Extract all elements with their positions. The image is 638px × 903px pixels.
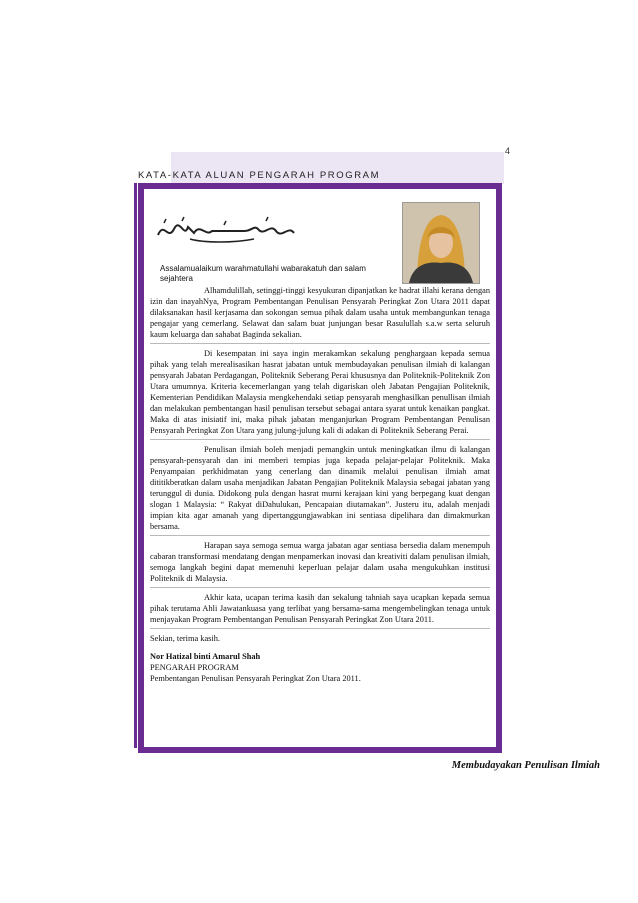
page-number: 4 bbox=[505, 146, 511, 156]
signatory-name: Nor Hatizal binti Amarul Shah bbox=[150, 652, 261, 661]
paragraph: Harapan saya semoga semua warga jabatan agar sentiasa bersedia dalam menempuh cabaran transformasi mendatang dengan menpamerkan inovasi dan kreativiti dalam penulisan ilmiah, semoga langkah begini dapat memenuhi keperluan pelajar dalam usaha mengukuhkan institusi Politeknik di Malaysia. bbox=[150, 540, 490, 588]
message-body bbox=[150, 285, 490, 684]
bismillah-calligraphy-icon bbox=[154, 215, 304, 245]
director-photo-icon bbox=[402, 202, 480, 284]
paragraph: Alhamdulillah, setinggi-tinggi kesyukuran dipanjatkan ke hadrat illahi kerana dengan izin dan inayahNya, Program Pembentangan Penulisan Pensyarah Peringkat Zon Utara 2011 dapat dilaksanakan hasil kerjasama dan sokongan semua pihak dalam usaha untuk membangunkan tenaga pengajar yang cemerlang. Selawat dan salam buat junjungan besar Rasulullah s.a.w serta seluruh kaum keluarga dan sahabat Baginda sekalian. bbox=[150, 285, 490, 344]
signatory-title: PENGARAH PROGRAM bbox=[150, 663, 239, 672]
paragraph: Di kesempatan ini saya ingin merakamkan sekalung penghargaan kepada semua pihak yang telah merealisasikan hasrat jabatan untuk membudayakan penulisan ilmiah di kalangan pensyarah Jabatan Perdagangan, Politeknik Seberang Perai khususnya dan Politeknik-Politeknik Zon Utara umumnya. Kriteria kecemerlangan yang telah digariskan oleh Jabatan Pengajian Politeknik, Kementerian Pendidikan Malaysia mengkehendaki setiap pensyarah menghasilkan penullisan ilmiah dan melakukan pembentangan hasil penulisan tersebut sebagai antara syarat untuk kenaikan pangkat. Maka di atas inisiatif ini, maka pihak jabatan menganjurkan Program Pembentangan Penulisan Pensyarah Peringkat Zon Utara yang julung-julung kali di adakan di Politeknik Seberang Perai. bbox=[150, 348, 490, 440]
signature-block bbox=[150, 651, 490, 684]
footer-slogan: Membudayakan Penulisan Ilmiah bbox=[451, 760, 600, 771]
content-inner bbox=[150, 201, 490, 737]
paragraph: Penulisan ilmiah boleh menjadi pemangkin untuk meningkatkan ilmu di kalangan pensyarah-pensyarah dan ini memberi tempias juga kepada pelajar-pelajar Politeknik. Maka Penyampaian perkhidmatan yang cenerlang dan dinamik melalui penulisan ilmiah amat dititikberatkan dalam usaha menjadikan Jabatan Pengajian Politeknik Malaysia sebagai jabatan yang terunggul di dunia. Didokong pula dengan hasrat murni kerajaan kini yang berpegang kuat dengan slogan 1 Malaysia: “ Rakyat diDahulukan, Pencapaian diutamakan”. Justeru itu, adalah menjadi impian kita agar amanah yang dipertanggungjawabkan ini sentiasa dipelihara dan dimakmurkan bersama. bbox=[150, 444, 490, 536]
paragraph: Akhir kata, ucapan terima kasih dan sekalung tahniah saya ucapkan kepada semua pihak terutama Ahli Jawatankuasa yang terlibat yang bersama-sama mengembelingkan tenaga untuk menjayakan Program Pembentangan Penulisan Pensyarah Peringkat Zon Utara 2011. bbox=[150, 592, 490, 629]
frame-edge bbox=[134, 183, 137, 748]
content-frame bbox=[138, 183, 502, 753]
greeting: Assalamualaikum warahmatullahi wabarakatuh dan salam sejahtera bbox=[160, 264, 366, 283]
closing: Sekian, terima kasih. bbox=[150, 634, 220, 643]
page-heading: KATA-KATA ALUAN PENGARAH PROGRAM bbox=[138, 170, 381, 181]
signatory-program: Pembentangan Penulisan Pensyarah Peringkat Zon Utara 2011. bbox=[150, 674, 361, 683]
